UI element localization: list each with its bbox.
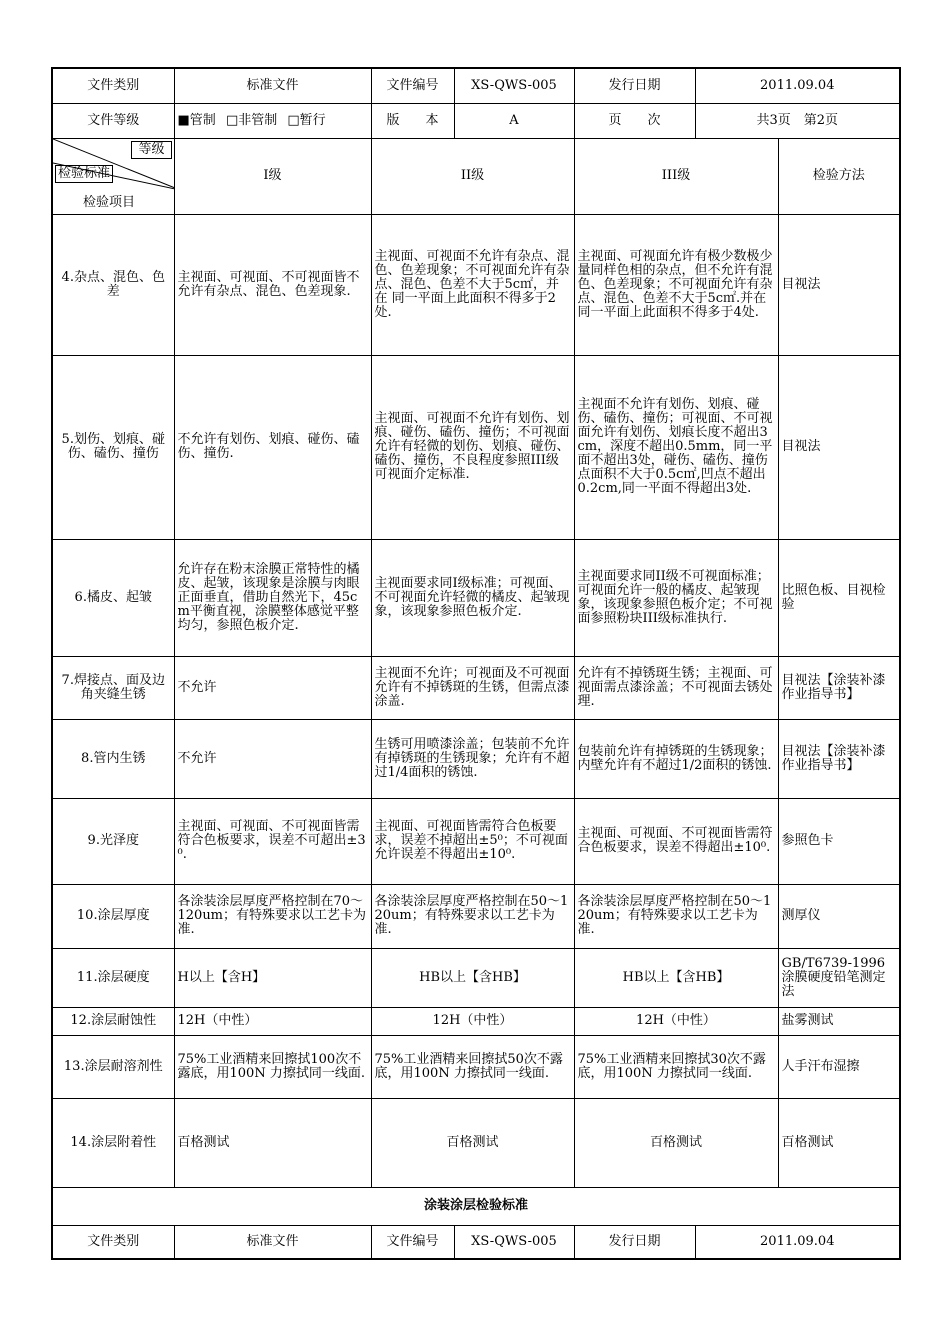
row-level1: 允许存在粉末涂膜正常特性的橘皮、起皱，该现象是涂膜与肉眼正面垂直，借助自然光下，45cm平衡直视，涂膜整体感觉平整均匀，参照色板介定. <box>174 539 371 656</box>
row-item: 10.涂层厚度 <box>52 884 174 948</box>
row-item: 8.管内生锈 <box>52 719 174 798</box>
footer-row <box>52 1225 900 1259</box>
table-row <box>52 948 900 1007</box>
row-level1: 不允许有划伤、划痕、碰伤、磕伤、撞伤. <box>174 355 371 539</box>
row-level3: 主视面不允许有划伤、划痕、碰伤、磕伤、撞伤；可视面、不可视面允许有划伤、划痕长度不超出3cm，深度不超出0.5mm，同一平面不超出3处，碰伤、磕伤、撞伤点面积不大于0.5c㎡,凹点不超出0.2cm,同一平面不得超出3处. <box>574 355 778 539</box>
footer-doc-type-label: 文件类别 <box>52 1225 174 1259</box>
footer-doc-no-value: XS-QWS-005 <box>454 1225 574 1259</box>
row-method: 盐雾测试 <box>778 1007 900 1035</box>
table-row <box>52 355 900 539</box>
diag-item-label: 检验项目 <box>83 194 136 210</box>
issue-date-label: 发行日期 <box>574 68 695 103</box>
diag-standard-label: 检验标准 <box>55 165 113 183</box>
footer-issue-date-value: 2011.09.04 <box>695 1225 900 1259</box>
version-label: 版 本 <box>371 103 454 138</box>
level-option-uncontrolled: □非管制 <box>225 112 278 128</box>
level-option-controlled: ■管制 <box>177 112 216 128</box>
row-level3: 75%工业酒精来回擦拭30次不露底，用100N 力擦拭同一线面. <box>574 1035 778 1098</box>
version-value: A <box>454 103 574 138</box>
row-item: 13.涂层耐溶剂性 <box>52 1035 174 1098</box>
row-level3: 12H（中性） <box>574 1007 778 1035</box>
footer-doc-type-value: 标准文件 <box>174 1225 371 1259</box>
row-item: 11.涂层硬度 <box>52 948 174 1007</box>
table-row <box>52 656 900 719</box>
footer-title-row <box>52 1187 900 1225</box>
row-item: 6.橘皮、起皱 <box>52 539 174 656</box>
table-row <box>52 1098 900 1187</box>
header-row-1 <box>52 68 900 103</box>
row-level1: 12H（中性） <box>174 1007 371 1035</box>
table-row <box>52 1007 900 1035</box>
row-level2: 百格测试 <box>371 1098 574 1187</box>
header-row-2 <box>52 103 900 138</box>
row-level2: 生锈可用喷漆涂盖；包装前不允许有掉锈斑的生锈现象；允许有不超过1/4面积的锈蚀. <box>371 719 574 798</box>
row-method: 人手汗布湿擦 <box>778 1035 900 1098</box>
row-level2: HB以上【含HB】 <box>371 948 574 1007</box>
row-level2: 12H（中性） <box>371 1007 574 1035</box>
row-level3: 允许有不掉锈斑生锈；主视面、可视面需点漆涂盖；不可视面去锈处理. <box>574 656 778 719</box>
doc-no-label: 文件编号 <box>371 68 454 103</box>
table-row <box>52 214 900 355</box>
level3-header: III级 <box>574 138 778 214</box>
row-method: 目视法【涂装补漆作业指导书】 <box>778 719 900 798</box>
row-method: 比照色板、目视检验 <box>778 539 900 656</box>
column-header-row <box>52 138 900 214</box>
table-row <box>52 798 900 884</box>
row-level2: 主视面不允许；可视面及不可视面允许有不掉锈斑的生锈，但需点漆涂盖. <box>371 656 574 719</box>
row-method: 目视法 <box>778 214 900 355</box>
row-level1: 75%工业酒精来回擦拭100次不露底，用100N 力擦拭同一线面. <box>174 1035 371 1098</box>
doc-level-options <box>174 103 371 138</box>
row-method: 目视法 <box>778 355 900 539</box>
row-level1: 不允许 <box>174 719 371 798</box>
footer-issue-date-label: 发行日期 <box>574 1225 695 1259</box>
row-level3: 主视面、可视面允许有极少数极少量同样色相的杂点，但不允许有混色、色差现象；不可视面允许有杂点、混色、色差不大于5c㎡.并在同一平面上此面积不得多于4处. <box>574 214 778 355</box>
row-level3: 各涂装涂层厚度严格控制在50～120um；有特殊要求以工艺卡为准. <box>574 884 778 948</box>
row-level3: 包装前允许有掉锈斑的生锈现象；内壁允许有不超过1/2面积的锈蚀. <box>574 719 778 798</box>
document-title: 涂装涂层检验标准 <box>52 1187 900 1225</box>
row-method: 目视法【涂装补漆作业指导书】 <box>778 656 900 719</box>
inspection-standard-table <box>51 67 901 1260</box>
row-item: 5.划伤、划痕、碰伤、磕伤、撞伤 <box>52 355 174 539</box>
page-label: 页 次 <box>574 103 695 138</box>
row-item: 14.涂层附着性 <box>52 1098 174 1187</box>
doc-no-value: XS-QWS-005 <box>454 68 574 103</box>
row-level1: 百格测试 <box>174 1098 371 1187</box>
row-item: 7.焊接点、面及边角夹缝生锈 <box>52 656 174 719</box>
issue-date-value: 2011.09.04 <box>695 68 900 103</box>
row-level1: 主视面、可视面、不可视面皆需符合色板要求，误差不可超出±3⁰. <box>174 798 371 884</box>
row-level3: 主视面、可视面、不可视面皆需符合色板要求，误差不得超出±10⁰. <box>574 798 778 884</box>
diagonal-header-cell <box>52 138 174 214</box>
method-header: 检验方法 <box>778 138 900 214</box>
row-level2: 主视面、可视面不允许有划伤、划痕、碰伤、磕伤、撞伤；不可视面允许有轻微的划伤、划痕、碰伤、磕伤、撞伤，不良程度参照III级可视面介定标准. <box>371 355 574 539</box>
row-level2: 75%工业酒精来回擦拭50次不露底，用100N 力擦拭同一线面. <box>371 1035 574 1098</box>
doc-type-label: 文件类别 <box>52 68 174 103</box>
row-level2: 主视面、可视面皆需符合色板要求，误差不掉超出±5⁰；不可视面允许误差不得超出±10⁰. <box>371 798 574 884</box>
row-level2: 主视面、可视面不允许有杂点、混色、色差现象；不可视面允许有杂点、混色、色差不大于5c㎡，并在 同一平面上此面积不得多于2处. <box>371 214 574 355</box>
row-level3: HB以上【含HB】 <box>574 948 778 1007</box>
row-item: 4.杂点、混色、色差 <box>52 214 174 355</box>
row-level3: 百格测试 <box>574 1098 778 1187</box>
doc-type-value: 标准文件 <box>174 68 371 103</box>
level2-header: II级 <box>371 138 574 214</box>
row-method: 百格测试 <box>778 1098 900 1187</box>
footer-doc-no-label: 文件编号 <box>371 1225 454 1259</box>
doc-level-label: 文件等级 <box>52 103 174 138</box>
table-row <box>52 884 900 948</box>
row-level1: 各涂装涂层厚度严格控制在70～120um；有特殊要求以工艺卡为准. <box>174 884 371 948</box>
level-option-temporary: □暂行 <box>287 112 326 128</box>
row-method: GB/T6739-1996涂膜硬度铅笔测定法 <box>778 948 900 1007</box>
row-level2: 各涂装涂层厚度严格控制在50～120um；有特殊要求以工艺卡为准. <box>371 884 574 948</box>
row-method: 测厚仪 <box>778 884 900 948</box>
table-row <box>52 539 900 656</box>
row-item: 12.涂层耐蚀性 <box>52 1007 174 1035</box>
table-row <box>52 719 900 798</box>
table-row <box>52 1035 900 1098</box>
diag-grade-label: 等级 <box>131 141 171 159</box>
row-level1: H以上【含H】 <box>174 948 371 1007</box>
row-level3: 主视面要求同II级不可视面标准；可视面允许一般的橘皮、起皱现象，该现象参照色板介定；不可视面参照粉块III级标准执行. <box>574 539 778 656</box>
row-method: 参照色卡 <box>778 798 900 884</box>
row-level1: 主视面、可视面、不可视面皆不允许有杂点、混色、色差现象. <box>174 214 371 355</box>
level1-header: I级 <box>174 138 371 214</box>
row-level2: 主视面要求同I级标准；可视面、不可视面允许轻微的橘皮、起皱现象，该现象参照色板介定. <box>371 539 574 656</box>
row-item: 9.光泽度 <box>52 798 174 884</box>
page-value: 共3页 第2页 <box>695 103 900 138</box>
row-level1: 不允许 <box>174 656 371 719</box>
